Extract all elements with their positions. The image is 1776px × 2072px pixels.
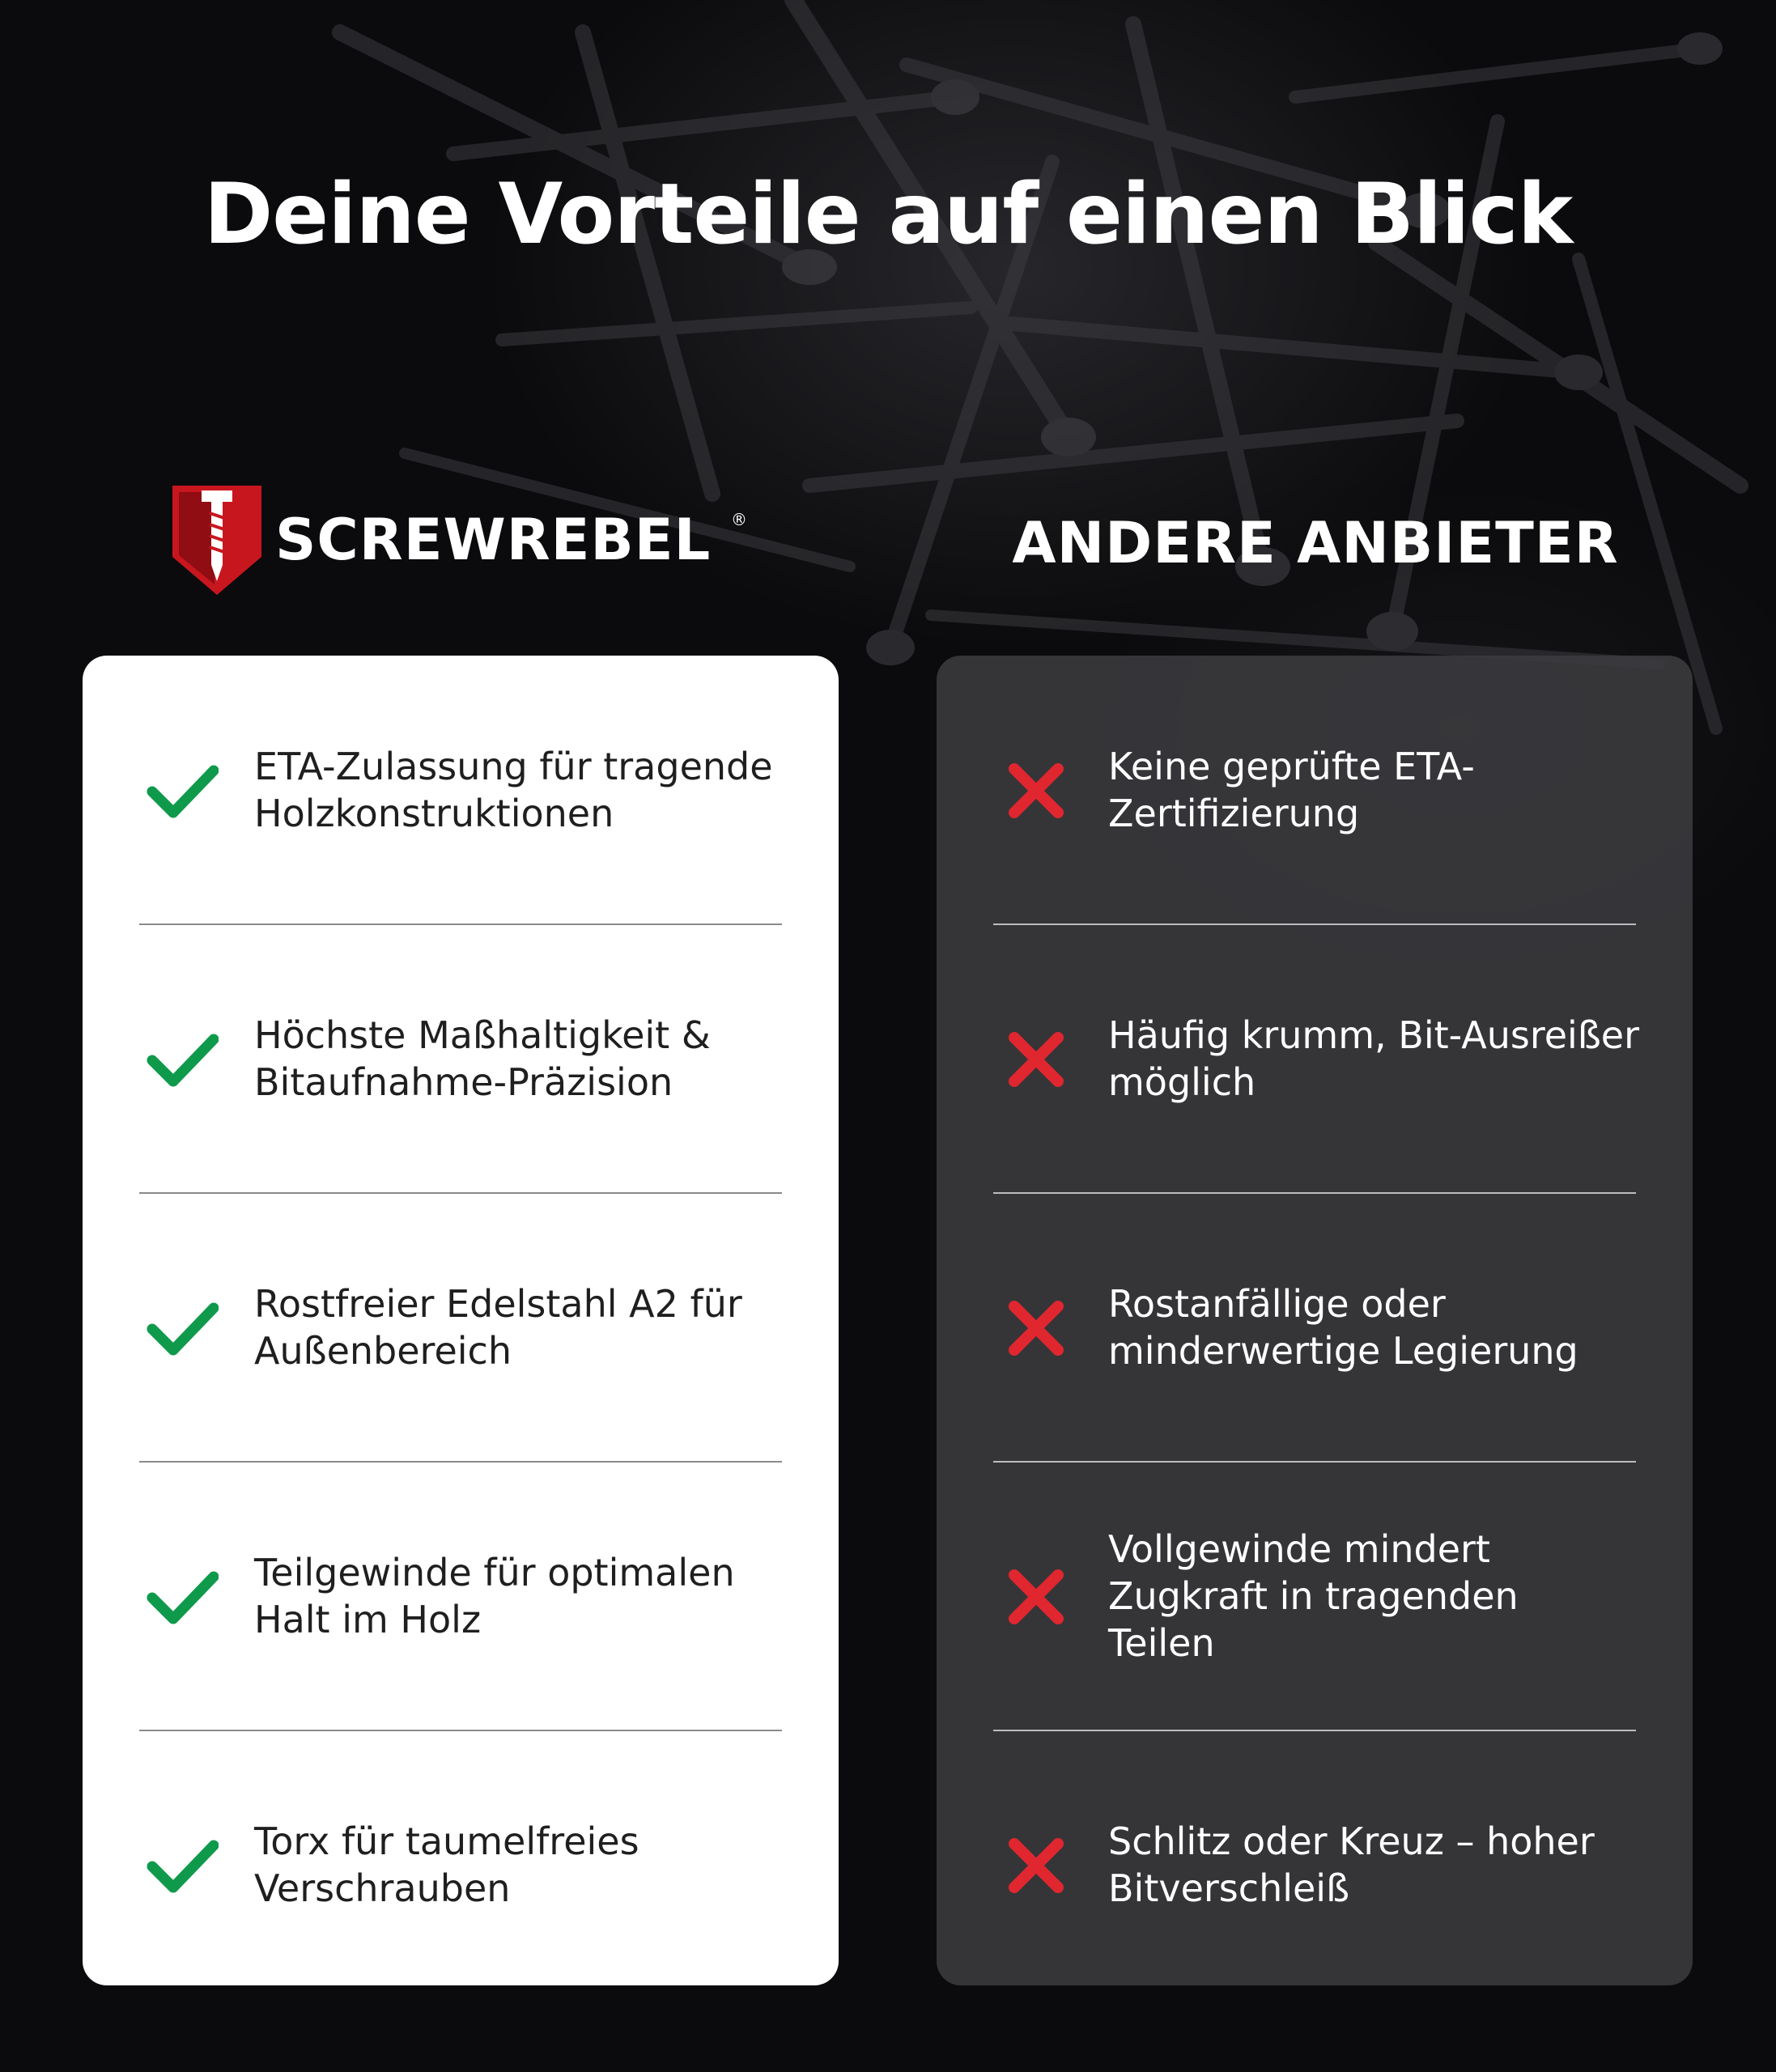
drawback-item-text: Häufig krumm, Bit-Ausreißer möglich [1108,1013,1640,1104]
benefit-item-3 [139,1193,782,1462]
page-title: Deine Vorteile auf einen Blick [203,166,1573,263]
drawback-item-text: Schlitz oder Kreuz – hoher Bitverschleiß [1108,1819,1595,1910]
competitor-heading: ANDERE ANBIETER [1012,510,1619,576]
cross-icon [1000,754,1073,827]
cross-icon [1000,1829,1073,1902]
competitor-drawbacks-card [937,656,1693,1985]
screwrebel-benefits-card [83,656,839,1985]
drawback-item-1 [993,656,1636,924]
drawback-item-4 [993,1462,1636,1730]
check-icon [146,754,219,827]
benefit-item-text: Rostfreier Edelstahl A2 für Außenbereich [254,1282,742,1373]
registered-mark: ® [731,510,747,529]
check-icon [146,1023,219,1096]
check-icon [146,1829,219,1902]
drawback-item-text: Keine geprüfte ETA- Zertifizierung [1108,745,1475,835]
brand-logo-group [172,486,763,595]
benefit-item-1 [139,656,782,924]
cross-icon [1000,1292,1073,1365]
cross-icon [1000,1023,1073,1096]
drawback-item-text: Rostanfällige oder minderwertige Legierung [1108,1282,1578,1373]
brand-name: SCREWREBEL [275,507,712,573]
check-icon [146,1560,219,1633]
drawback-item-2 [993,924,1640,1193]
benefit-item-4 [139,1462,782,1730]
benefit-item-text: Höchste Maßhaltigkeit & Bitaufnahme-Präzision [254,1013,711,1104]
screw-shield-logo-icon [172,486,261,595]
drawback-item-text: Vollgewinde mindert Zugkraft in tragenden Teilen [1108,1527,1519,1665]
benefit-item-text: Teilgewinde für optimalen Halt im Holz [254,1551,735,1641]
benefit-item-2 [139,924,782,1193]
check-icon [146,1292,219,1365]
drawback-item-3 [993,1193,1636,1462]
cross-icon [1000,1560,1073,1633]
benefit-item-5 [139,1730,782,1999]
drawback-item-5 [993,1730,1636,1999]
benefit-item-text: ETA-Zulassung für tragende Holzkonstruktionen [254,745,773,835]
benefit-item-text: Torx für taumelfreies Verschrauben [254,1819,639,1910]
